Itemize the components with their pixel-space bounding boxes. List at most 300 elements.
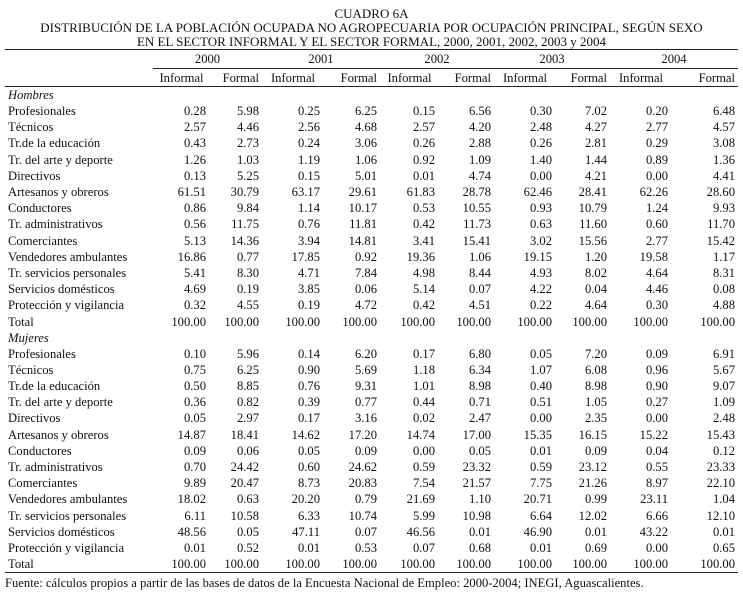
informal-value-cell: 2.48 (529, 120, 552, 135)
year-header-row (5, 50, 738, 69)
row-label: Profesionales (8, 104, 76, 119)
row-label: Tr.de la educación (8, 379, 101, 394)
informal-value-cell: 0.28 (183, 104, 206, 119)
row-label: Servicios domésticos (8, 524, 115, 539)
informal-value-cell: 0.13 (183, 168, 206, 183)
formal-value-cell: 21.26 (578, 476, 607, 491)
informal-value-cell: 0.05 (183, 411, 206, 426)
formal-value-cell: 3.16 (354, 411, 377, 426)
table-row (5, 265, 738, 281)
informal-value-cell: 0.90 (297, 362, 320, 377)
row-label: Tr. servicios personales (8, 265, 127, 280)
informal-value-cell: 0.02 (412, 411, 435, 426)
formal-value-cell: 21.57 (462, 476, 491, 491)
formal-value-cell: 1.44 (584, 152, 607, 167)
informal-value-cell: 0.92 (412, 152, 435, 167)
informal-value-cell: 43.22 (639, 524, 668, 539)
formal-value-cell: 0.12 (712, 443, 735, 458)
informal-value-cell: 0.01 (297, 540, 320, 555)
year-header: 2002 (380, 50, 494, 69)
formal-value-cell: 10.74 (348, 508, 377, 523)
row-label: Comerciantes (8, 233, 78, 248)
informal-value-cell: 5.13 (183, 233, 206, 248)
formal-value-cell: 8.30 (236, 265, 259, 280)
formal-value-cell: 16.15 (578, 427, 607, 442)
informal-value-cell: 0.19 (297, 298, 320, 313)
informal-value-cell: 100.00 (171, 314, 206, 329)
informal-value-cell: 0.00 (529, 168, 552, 183)
formal-value-cell: 2.81 (584, 136, 607, 151)
informal-value-cell: 3.94 (297, 233, 320, 248)
formal-value-cell: 9.07 (712, 379, 735, 394)
formal-value-cell: 4.64 (584, 298, 607, 313)
formal-value-cell: 4.46 (236, 120, 259, 135)
informal-value-cell: 0.76 (297, 217, 320, 232)
informal-value-cell: 0.76 (297, 379, 320, 394)
informal-value-cell: 0.89 (645, 152, 668, 167)
row-label: Técnicos (8, 362, 54, 377)
informal-value-cell: 0.09 (645, 346, 668, 361)
formal-value-cell: 100.00 (224, 314, 259, 329)
formal-value-cell: 8.98 (468, 379, 491, 394)
informal-value-cell: 16.86 (177, 249, 206, 264)
informal-value-cell: 0.96 (645, 362, 668, 377)
table-row (5, 540, 738, 556)
informal-value-cell: 0.00 (529, 411, 552, 426)
informal-value-cell: 5.41 (183, 265, 206, 280)
formal-header: Formal (439, 69, 494, 87)
informal-value-cell: 0.00 (645, 411, 668, 426)
informal-value-cell: 5.14 (412, 282, 435, 297)
formal-value-cell: 15.41 (462, 233, 491, 248)
formal-value-cell: 1.09 (712, 395, 735, 410)
formal-value-cell: 5.01 (354, 168, 377, 183)
formal-value-cell: 2.73 (236, 136, 259, 151)
formal-value-cell: 28.60 (706, 185, 735, 200)
informal-value-cell: 0.90 (645, 379, 668, 394)
informal-value-cell: 0.75 (183, 362, 206, 377)
formal-value-cell: 6.34 (468, 362, 491, 377)
formal-value-cell: 29.61 (348, 185, 377, 200)
informal-value-cell: 0.17 (412, 346, 435, 361)
formal-value-cell: 5.98 (236, 104, 259, 119)
informal-value-cell: 1.01 (412, 379, 435, 394)
formal-value-cell: 0.52 (236, 540, 259, 555)
informal-value-cell: 6.11 (184, 508, 206, 523)
formal-value-cell: 0.05 (468, 443, 491, 458)
table-row (5, 152, 738, 168)
informal-value-cell: 0.14 (297, 346, 320, 361)
formal-header: Formal (210, 69, 262, 87)
formal-value-cell: 100.00 (672, 556, 738, 573)
formal-value-cell: 0.08 (712, 282, 735, 297)
informal-value-cell: 0.59 (412, 460, 435, 475)
informal-value-cell: 19.58 (639, 249, 668, 264)
formal-value-cell: 11.60 (579, 217, 607, 232)
formal-value-cell: 1.04 (712, 492, 735, 507)
table-row (5, 410, 738, 426)
informal-value-cell: 23.11 (640, 492, 668, 507)
row-label: Protección y vigilancia (8, 540, 125, 555)
informal-value-cell: 2.57 (412, 120, 435, 135)
informal-value-cell: 63.17 (291, 185, 320, 200)
formal-value-cell: 100.00 (324, 556, 380, 573)
row-label: Conductores (8, 201, 72, 216)
formal-value-cell: 100.00 (456, 314, 491, 329)
formal-value-cell: 23.32 (462, 460, 491, 475)
informal-value-cell: 0.27 (645, 395, 668, 410)
formal-value-cell: 17.00 (462, 427, 491, 442)
informal-value-cell: 17.85 (291, 249, 320, 264)
informal-value-cell: 61.51 (177, 185, 206, 200)
informal-value-cell: 47.11 (292, 524, 320, 539)
informal-value-cell: 0.17 (297, 411, 320, 426)
formal-value-cell: 1.06 (354, 152, 377, 167)
informal-value-cell: 0.56 (183, 217, 206, 232)
table-title (0, 0, 743, 49)
informal-value-cell: 1.40 (529, 152, 552, 167)
informal-value-cell: 8.97 (645, 476, 668, 491)
informal-value-cell: 15.22 (639, 427, 668, 442)
informal-value-cell: 100.00 (262, 556, 324, 573)
formal-value-cell: 0.99 (584, 492, 607, 507)
formal-value-cell: 1.06 (468, 249, 491, 264)
informal-value-cell: 0.55 (645, 460, 668, 475)
table-body (5, 87, 738, 573)
informal-value-cell: 0.70 (183, 460, 206, 475)
informal-value-cell: 0.15 (412, 104, 435, 119)
informal-value-cell: 46.90 (523, 524, 552, 539)
table-number: CUADRO 6A (334, 6, 409, 21)
table-row (5, 297, 738, 313)
informal-value-cell: 4.93 (529, 265, 552, 280)
table-row (5, 475, 738, 491)
formal-value-cell: 6.91 (712, 346, 735, 361)
section-label: Mujeres (8, 330, 49, 345)
formal-value-cell: 0.07 (468, 282, 491, 297)
formal-value-cell: 8.98 (584, 379, 607, 394)
row-label: Tr. administrativos (8, 460, 103, 475)
table-row (5, 184, 738, 200)
informal-value-cell: 0.01 (529, 540, 552, 555)
formal-value-cell: 100.00 (342, 314, 377, 329)
formal-value-cell: 5.67 (712, 362, 735, 377)
formal-value-cell: 14.36 (230, 233, 259, 248)
formal-value-cell: 100.00 (210, 556, 262, 573)
informal-value-cell: 6.64 (529, 508, 552, 523)
informal-value-cell: 0.93 (529, 201, 552, 216)
formal-value-cell: 1.10 (468, 492, 491, 507)
formal-value-cell: 6.08 (584, 362, 607, 377)
formal-value-cell: 8.44 (468, 265, 491, 280)
formal-value-cell: 100.00 (439, 556, 494, 573)
informal-value-cell: 20.71 (523, 492, 552, 507)
formal-value-cell: 4.88 (712, 298, 735, 313)
formal-value-cell: 28.78 (462, 185, 491, 200)
formal-value-cell: 17.20 (348, 427, 377, 442)
formal-value-cell: 2.97 (236, 411, 259, 426)
row-label: Protección y vigilancia (8, 298, 125, 313)
informal-value-cell: 0.43 (183, 136, 206, 151)
informal-value-cell: 1.24 (645, 201, 668, 216)
informal-value-cell: 0.50 (183, 379, 206, 394)
formal-value-cell: 12.02 (578, 508, 607, 523)
formal-header: Formal (324, 69, 380, 87)
formal-value-cell: 7.20 (584, 346, 607, 361)
header-blank (5, 50, 153, 69)
informal-value-cell: 0.29 (645, 136, 668, 151)
informal-value-cell: 0.01 (412, 168, 435, 183)
row-label: Tr. del arte y deporte (8, 395, 113, 410)
informal-value-cell: 19.36 (406, 249, 435, 264)
row-label: Servicios domésticos (8, 282, 115, 297)
informal-value-cell: 0.30 (645, 298, 668, 313)
informal-header: Informal (494, 69, 556, 87)
informal-value-cell: 2.57 (183, 120, 206, 135)
formal-value-cell: 1.17 (712, 249, 735, 264)
informal-value-cell: 0.26 (529, 136, 552, 151)
informal-value-cell: 0.00 (412, 443, 435, 458)
informal-value-cell: 0.42 (412, 217, 435, 232)
formal-value-cell: 30.79 (230, 185, 259, 200)
informal-value-cell: 15.35 (523, 427, 552, 442)
table-row (5, 378, 738, 394)
formal-value-cell: 28.41 (578, 185, 607, 200)
informal-value-cell: 100.00 (400, 314, 435, 329)
formal-value-cell: 0.06 (354, 282, 377, 297)
informal-value-cell: 18.02 (177, 492, 206, 507)
informal-value-cell: 0.15 (297, 168, 320, 183)
formal-value-cell: 6.25 (354, 104, 377, 119)
informal-value-cell: 46.56 (406, 524, 435, 539)
formal-value-cell: 9.93 (712, 201, 735, 216)
formal-value-cell: 0.04 (584, 282, 607, 297)
formal-value-cell: 1.20 (584, 249, 607, 264)
year-header: 2001 (262, 50, 380, 69)
row-label: Profesionales (8, 346, 76, 361)
formal-value-cell: 100.00 (572, 314, 607, 329)
formal-value-cell: 11.73 (463, 217, 491, 232)
formal-value-cell: 3.06 (354, 136, 377, 151)
informal-value-cell: 4.64 (645, 265, 668, 280)
informal-value-cell: 6.66 (645, 508, 668, 523)
row-label: Vendedores ambulantes (8, 492, 128, 507)
informal-value-cell: 0.04 (645, 443, 668, 458)
row-label: Artesanos y obreros (8, 427, 109, 442)
formal-value-cell: 4.51 (468, 298, 491, 313)
row-label: Técnicos (8, 120, 54, 135)
informal-value-cell: 0.40 (529, 379, 552, 394)
formal-value-cell: 0.01 (712, 524, 735, 539)
formal-value-cell: 9.84 (236, 201, 259, 216)
row-label: Conductores (8, 443, 72, 458)
informal-value-cell: 3.41 (412, 233, 435, 248)
table-row (5, 249, 738, 265)
informal-value-cell: 1.14 (297, 201, 320, 216)
formal-value-cell: 0.68 (468, 540, 491, 555)
informal-value-cell: 2.77 (645, 120, 668, 135)
formal-value-cell: 24.42 (230, 460, 259, 475)
formal-value-cell: 20.83 (348, 476, 377, 491)
formal-value-cell: 4.74 (468, 168, 491, 183)
formal-value-cell: 15.42 (706, 233, 735, 248)
informal-value-cell: 5.99 (412, 508, 435, 523)
sector-header-row (5, 69, 738, 87)
formal-value-cell: 0.53 (354, 540, 377, 555)
informal-value-cell: 3.02 (529, 233, 552, 248)
table-row (5, 394, 738, 410)
formal-value-cell: 15.56 (578, 233, 607, 248)
header-blank (5, 69, 153, 87)
informal-value-cell: 1.18 (412, 362, 435, 377)
informal-value-cell: 0.09 (183, 443, 206, 458)
informal-value-cell: 0.05 (297, 443, 320, 458)
formal-value-cell: 0.09 (354, 443, 377, 458)
table-row (5, 508, 738, 524)
table-row (5, 313, 738, 329)
formal-value-cell: 5.69 (354, 362, 377, 377)
formal-value-cell: 15.43 (706, 427, 735, 442)
informal-value-cell: 100.00 (153, 556, 210, 573)
informal-value-cell: 100.00 (517, 314, 552, 329)
formal-value-cell: 4.72 (354, 298, 377, 313)
formal-value-cell: 0.82 (236, 395, 259, 410)
table-row (5, 135, 738, 151)
informal-value-cell: 0.01 (183, 540, 206, 555)
formal-value-cell: 11.75 (231, 217, 259, 232)
informal-value-cell: 4.46 (645, 282, 668, 297)
year-header: 2004 (610, 50, 738, 69)
formal-value-cell: 4.57 (712, 120, 735, 135)
table-title-line-2: EN EL SECTOR INFORMAL Y EL SECTOR FORMAL, 2000, 2001, 2002, 2003 y 2004 (136, 34, 607, 49)
formal-value-cell: 0.69 (584, 540, 607, 555)
formal-value-cell: 0.06 (236, 443, 259, 458)
formal-value-cell: 6.25 (236, 362, 259, 377)
row-label: Tr. del arte y deporte (8, 152, 113, 167)
formal-value-cell: 2.35 (584, 411, 607, 426)
row-label: Directivos (8, 168, 61, 183)
table-row (5, 200, 738, 216)
informal-value-cell: 14.74 (406, 427, 435, 442)
informal-value-cell: 21.69 (406, 492, 435, 507)
informal-value-cell: 2.77 (645, 233, 668, 248)
table-row (5, 216, 738, 232)
informal-value-cell: 0.10 (183, 346, 206, 361)
table-row (5, 443, 738, 459)
formal-value-cell: 1.03 (236, 152, 259, 167)
formal-header: Formal (556, 69, 610, 87)
informal-value-cell: 61.83 (406, 185, 435, 200)
row-label: Comerciantes (8, 476, 78, 491)
formal-value-cell: 0.71 (468, 395, 491, 410)
formal-value-cell: 0.01 (584, 524, 607, 539)
formal-value-cell: 12.10 (706, 508, 735, 523)
informal-value-cell: 4.98 (412, 265, 435, 280)
informal-header: Informal (153, 69, 210, 87)
formal-value-cell: 3.08 (712, 136, 735, 151)
informal-value-cell: 0.32 (183, 298, 206, 313)
informal-value-cell: 4.22 (529, 282, 552, 297)
table-row (5, 281, 738, 297)
formal-value-cell: 1.05 (584, 395, 607, 410)
informal-value-cell: 0.59 (529, 460, 552, 475)
row-label: Tr. administrativos (8, 217, 103, 232)
formal-value-cell: 4.68 (354, 120, 377, 135)
formal-header: Formal (672, 69, 738, 87)
formal-value-cell: 0.77 (236, 249, 259, 264)
table-row (5, 491, 738, 507)
formal-value-cell: 9.31 (354, 379, 377, 394)
formal-value-cell: 5.25 (236, 168, 259, 183)
informal-value-cell: 100.00 (633, 314, 668, 329)
formal-value-cell: 100.00 (556, 556, 610, 573)
section-header-row (5, 87, 738, 104)
informal-value-cell: 1.26 (183, 152, 206, 167)
table-row (5, 362, 738, 378)
informal-value-cell: 0.01 (529, 443, 552, 458)
formal-value-cell: 23.12 (578, 460, 607, 475)
informal-value-cell: 0.24 (297, 136, 320, 151)
formal-value-cell: 4.41 (712, 168, 735, 183)
informal-value-cell: 0.60 (297, 460, 320, 475)
informal-header: Informal (262, 69, 324, 87)
informal-value-cell: 0.51 (529, 395, 552, 410)
row-label: Directivos (8, 411, 61, 426)
informal-value-cell: 3.85 (297, 282, 320, 297)
informal-value-cell: 100.00 (610, 556, 672, 573)
formal-value-cell: 100.00 (700, 314, 735, 329)
formal-value-cell: 2.88 (468, 136, 491, 151)
year-header: 2000 (153, 50, 262, 69)
informal-value-cell: 2.56 (297, 120, 320, 135)
formal-value-cell: 24.62 (348, 460, 377, 475)
formal-value-cell: 10.58 (230, 508, 259, 523)
informal-value-cell: 0.25 (297, 104, 320, 119)
formal-value-cell: 4.55 (236, 298, 259, 313)
formal-value-cell: 4.20 (468, 120, 491, 135)
formal-value-cell: 0.07 (354, 524, 377, 539)
informal-value-cell: 0.86 (183, 201, 206, 216)
formal-value-cell: 10.17 (348, 201, 377, 216)
informal-value-cell: 8.73 (297, 476, 320, 491)
formal-value-cell: 11.70 (707, 217, 735, 232)
informal-value-cell: 20.20 (291, 492, 320, 507)
formal-value-cell: 14.81 (348, 233, 377, 248)
formal-value-cell: 23.33 (706, 460, 735, 475)
section-label: Hombres (8, 88, 54, 102)
row-label: Tr.de la educación (8, 136, 101, 151)
formal-value-cell: 1.09 (468, 152, 491, 167)
formal-value-cell: 4.21 (584, 168, 607, 183)
formal-value-cell: 0.79 (354, 492, 377, 507)
formal-value-cell: 7.84 (354, 265, 377, 280)
data-table (5, 49, 738, 573)
formal-value-cell: 0.19 (236, 282, 259, 297)
formal-value-cell: 0.01 (468, 524, 491, 539)
row-label: Total (5, 556, 153, 573)
formal-value-cell: 2.47 (468, 411, 491, 426)
formal-value-cell: 10.98 (462, 508, 491, 523)
informal-value-cell: 9.89 (183, 476, 206, 491)
formal-value-cell: 18.41 (230, 427, 259, 442)
formal-value-cell: 20.47 (230, 476, 259, 491)
informal-value-cell: 0.07 (412, 540, 435, 555)
informal-value-cell: 0.39 (297, 395, 320, 410)
informal-value-cell: 19.15 (523, 249, 552, 264)
informal-value-cell: 0.00 (645, 168, 668, 183)
formal-value-cell: 10.55 (462, 201, 491, 216)
row-label: Artesanos y obreros (8, 185, 109, 200)
